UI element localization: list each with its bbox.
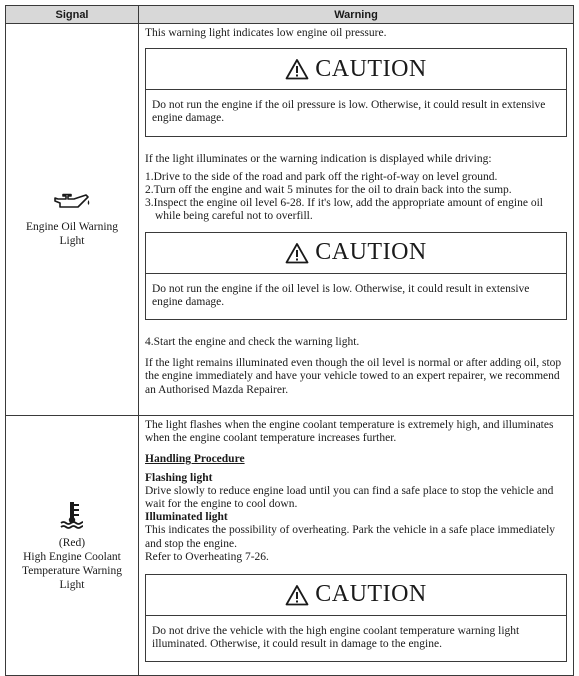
coolant-temperature-icon (10, 500, 134, 534)
caution-box-oil-pressure (145, 48, 567, 136)
oil-driving-text: If the light illuminates or the warning indication is displayed while driving: (145, 152, 492, 165)
handling-procedure-title: Handling Procedure (145, 453, 245, 466)
coolant-color-note: (Red) (58, 536, 86, 549)
list-item: 1.Drive to the side of the road and park off the right-of-way on level ground. (145, 170, 498, 183)
caution-box-coolant (145, 574, 567, 662)
table-row (6, 24, 574, 416)
coolant-intro: The light flashes when the engine coolant temperature is extremely high, and illuminates when the engine coolant temperature increases further. (145, 419, 554, 445)
list-item: 3.Inspect the engine oil level 6-28. If it's low, add the appropriate amount of engine oil while being careful not to overfill. (145, 197, 543, 223)
warning-lights-table (5, 5, 574, 676)
caution-text: Do not run the engine if the oil level is low. Otherwise, it could result in extensive engine damage. (152, 282, 530, 308)
warning-cell-coolant (139, 416, 574, 676)
list-item: 2.Turn off the engine and wait 5 minutes for the oil to drain back into the sump. (145, 184, 512, 197)
table-header-row (6, 6, 574, 24)
signal-cell-oil (6, 24, 139, 416)
caution-title: CAUTION (315, 239, 427, 266)
table-row (6, 416, 574, 676)
warning-triangle-icon (285, 58, 309, 80)
oil-intro: This warning light indicates low engine oil pressure. (145, 27, 387, 39)
flashing-light-title: Flashing light (145, 471, 213, 484)
warning-triangle-icon (285, 242, 309, 264)
overheating-reference: Refer to Overheating 7-26. (145, 550, 269, 563)
illuminated-light-text: This indicates the possibility of overheating. Park the vehicle in a safe place immediately and stop the engine. (145, 524, 556, 550)
signal-cell-coolant (6, 416, 139, 676)
oil-signal-label: Engine Oil Warning Light (25, 220, 119, 247)
oil-can-icon (10, 192, 134, 218)
caution-text: Do not drive the vehicle with the high engine coolant temperature warning light illuminated. Otherwise, it could result in damage to the engine. (152, 625, 520, 651)
signal-column-header: Signal (6, 6, 139, 24)
caution-title: CAUTION (315, 581, 427, 608)
warning-cell-oil (139, 24, 574, 416)
warning-triangle-icon (285, 584, 309, 606)
caution-title: CAUTION (315, 55, 427, 82)
coolant-signal-label: High Engine Coolant Temperature Warning Light (22, 550, 122, 591)
warning-column-header: Warning (139, 6, 574, 24)
caution-text: Do not run the engine if the oil pressure is low. Otherwise, it could result in extensive engine damage. (152, 99, 546, 125)
oil-step-4: 4.Start the engine and check the warning light. (145, 336, 360, 349)
flashing-light-text: Drive slowly to reduce engine load until you can find a safe place to stop the vehicle and wait for the engine to cool down. (145, 484, 554, 511)
caution-box-oil-level (145, 232, 567, 320)
oil-remains-text: If the light remains illuminated even though the oil level is normal or after adding oil, stop the engine immediately and have your vehicle towed to an expert repairer, we recommend an Authorised Mazda Repairer. (145, 357, 562, 396)
illuminated-light-title: Illuminated light (145, 511, 228, 524)
